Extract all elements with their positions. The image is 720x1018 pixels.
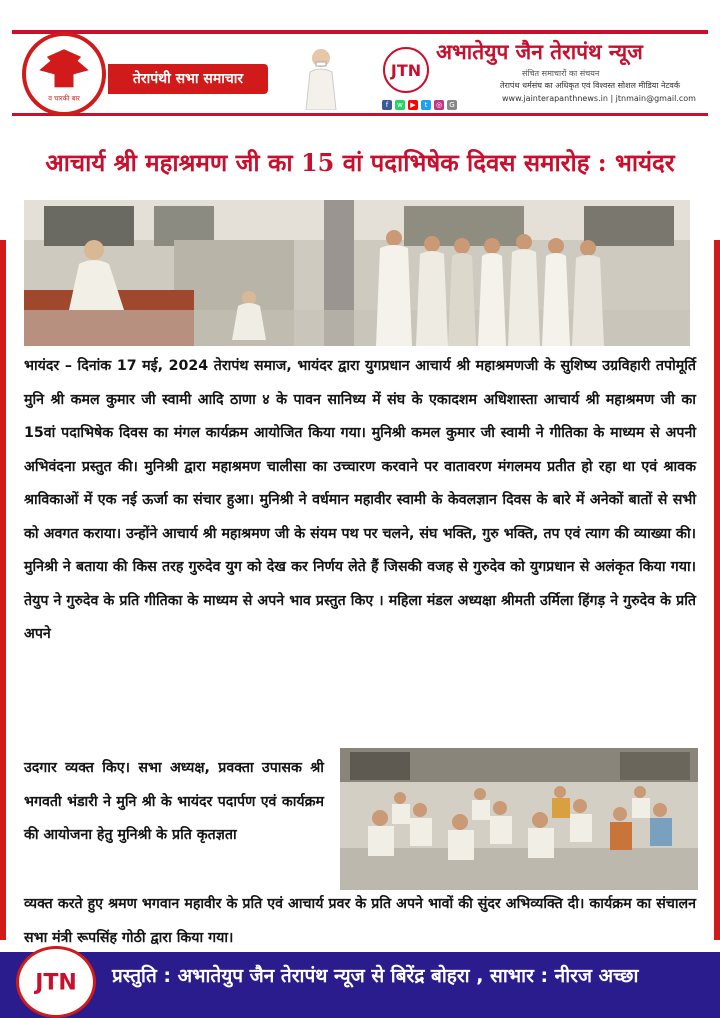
- facebook-icon: f: [382, 100, 392, 110]
- article-body-tail: व्यक्त करते हुए श्रमण भगवान महावीर के प्रति एवं आचार्य प्रवर के प्रति अपने भावों की सुंदर अभिव्यक्ति दी। कार्यक्रम का संचालन सभा मंत्री रूपसिंह गोठी द्वारा किया गया।: [24, 896, 696, 946]
- youtube-icon: ▶: [408, 100, 418, 110]
- sabha-news-label: तेरापंथी सभा समाचार: [108, 64, 268, 94]
- google-icon: G: [447, 100, 457, 110]
- event-photo-stage: [24, 200, 690, 346]
- footer-logo-text: JTN: [35, 970, 77, 996]
- jtn-brand: [382, 38, 712, 116]
- guru-portrait: [296, 40, 346, 110]
- footer-jtn-logo: [16, 946, 96, 1018]
- brand-subtitle: तेरापंथ धर्मसंघ का अधिकृत एवं विश्वस्त सोशल मीडिया नेटवर्क: [500, 81, 681, 90]
- event-photo-audience: [340, 748, 698, 890]
- brand-title: अभातेयुप जैन तेरापंथ न्यूज: [436, 39, 643, 64]
- right-accent-bar: [714, 240, 720, 940]
- brand-tagline: संचित समाचारों का संचयन: [522, 69, 600, 78]
- whatsapp-icon: w: [395, 100, 405, 110]
- sabha-logo: [22, 32, 106, 116]
- left-accent-bar: [0, 240, 6, 940]
- instagram-icon: ◎: [435, 101, 443, 109]
- social-icons: [382, 100, 457, 110]
- footer-credit: प्रस्तुति : अभातेयुप जैन तेरापंथ न्यूज से बिरेंद्र बोहरा , साभार : नीरज अच्छा: [112, 965, 639, 987]
- article-body-wrap: उदगार व्यक्त किए। सभा अध्यक्ष, प्रवक्ता उपासक श्री भगवती भंडारी ने मुनि श्री के भायंदर पदार्पण एवं कार्यक्रम की आयोजना हेतु मुनिश्री के प्रति कृतज्ञता: [24, 760, 324, 843]
- article-body: भायंदर – दिनांक 17 मई, 2024 तेरापंथ समाज, भायंदर द्वारा युगप्रधान आचार्य श्री महाश्रमणजी के सुशिष्य उग्रविहारी तपोमूर्ति मुनि श्री कमल कुमार जी स्वामी आदि ठाणा ४ के पावन सानिध्य में संघ के एकादशम अधिशास्ता आचार्य श्री महाश्रमण जी का 15वां पदाभिषेक दिवस का मंगल कार्यक्रम आयोजित किया गया। मुनिश्री कमल कुमार जी स्वामी ने गीतिका के माध्यम से अपनी अभिवंदना प्रस्तुत की। मुनिश्री द्वारा महाश्रमण चालीसा का उच्चारण करवाने पर वातावरण मंगलमय प्रतीत हो रहा था एवं श्रावक श्राविकाओं में एक नई ऊर्जा का संचार हुआ। मुनिश्री ने वर्धमान महावीर स्वामी के केवलज्ञान दिवस के बारे में अनेकों बातों से सभी को अवगत कराया। उन्होंने आचार्य श्री महाश्रमण जी के संयम पथ पर चलने, संघ भक्ति, गुरु भक्ति, तप एवं त्याग की व्याख्या की। मुनिश्री ने बताया की किस तरह गुरुदेव युग को देख कर निर्णय लेते हैं जिसकी वजह से गुरुदेव को युगप्रधान से अलंकृत किया गया। तेयुप ने गुरुदेव के प्रति गीतिका के माध्यम से अपने भाव प्रस्तुत किए । महिला मंडल अध्यक्षा श्रीमती उर्मिला हिंगड़ ने गुरुदेव के प्रति अपने: [24, 358, 696, 642]
- twitter-icon: t: [421, 100, 431, 110]
- sabha-logo-text: व चारकी बार: [48, 94, 80, 103]
- jtn-logo: [382, 46, 430, 94]
- article-headline: आचार्य श्री महाश्रमण जी का 15 वां पदाभिषेक दिवस समारोह : भायंदर: [45, 148, 675, 177]
- masthead: [12, 30, 708, 116]
- brand-url: www.jainterapanthnews.in | jtnmain@gmail.com: [502, 94, 696, 103]
- jtn-logo-text: JTN: [390, 61, 422, 80]
